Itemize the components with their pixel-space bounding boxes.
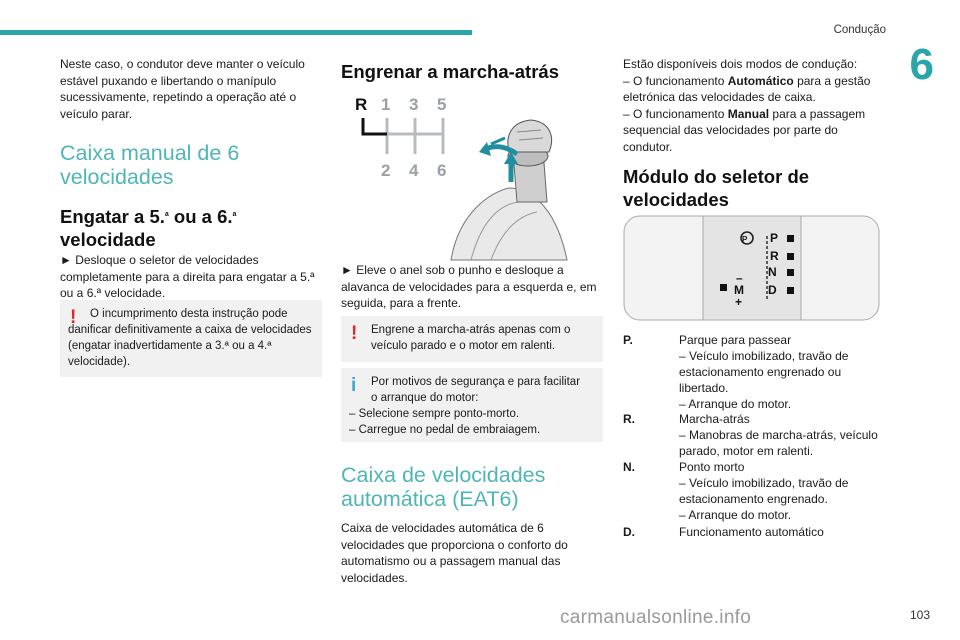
legend-line: – Veículo imobilizado, travão de estacionamento engrenado ou libertado. [679, 349, 849, 395]
text: para a gestão eletrónica das velocidades de caixa. [623, 73, 871, 104]
warning-box-2 [341, 316, 603, 362]
warning-text: O incumprimento desta instrução pode [90, 308, 288, 320]
gear-label-1: 1 [381, 95, 391, 114]
warning-icon: ! [351, 323, 358, 344]
selector-n: N [768, 265, 777, 279]
warning-icon: ! [70, 307, 77, 328]
selector-m: M [734, 283, 744, 297]
selector-plus: + [735, 295, 743, 309]
info-box [341, 368, 603, 442]
legend-key: P. [623, 333, 633, 347]
header-accent-bar [0, 30, 472, 35]
info-text: Por motivos de segurança e para facilitar [371, 376, 581, 388]
legend-value [679, 332, 889, 412]
modes-intro: Estão disponíveis dois modos de condução: [623, 57, 858, 71]
info-icon: i [351, 375, 357, 396]
column-1 [60, 56, 322, 122]
reverse-gear-illustration [341, 92, 603, 262]
step-shift-right: ► Desloque o seletor de velocidades completamente para a direita para engatar a 5.ª ou a 6.ª velocidade. [60, 253, 315, 300]
heading-part: ou a 6. [168, 206, 233, 228]
sup: a [232, 211, 237, 218]
gear-lever-drawing [451, 120, 567, 260]
sup: a [164, 211, 169, 218]
watermark: carmanualsonline.info [560, 607, 752, 628]
indicator-p [787, 235, 794, 242]
selector-p: P [770, 231, 779, 245]
chapter-number: 6 [909, 40, 934, 89]
heading-reverse-gear: Engrenar a marcha-atrás [341, 61, 559, 82]
warning-text: danificar definitivamente a caixa de velocidades (engatar inadvertidamente a 3.ª ou a 4.ª velocidade). [68, 324, 312, 368]
legend-value [679, 411, 889, 459]
legend-line: – Manobras de marcha-atrás, veículo parado, motor em ralenti. [679, 428, 878, 458]
legend-value [679, 524, 889, 540]
text: para a passagem sequencial das velocidades por parte do condutor. [623, 106, 866, 154]
legend-value [679, 459, 889, 523]
legend-key: D. [623, 525, 635, 539]
gear-label-2: 2 [381, 161, 391, 180]
text: – O funcionamento [623, 106, 728, 121]
warning-text: Engrene a marcha-atrás apenas com o [371, 324, 571, 336]
heading-engage-5-6 [60, 203, 322, 251]
warning-text: veículo parado e o motor em ralenti. [371, 340, 556, 352]
indicator-n [787, 269, 794, 276]
selector-d: D [768, 283, 777, 297]
legend-line: – Veículo imobilizado, travão de estacionamento engrenado. [679, 476, 849, 506]
step-lift-ring: ► Eleve o anel sob o punho e desloque a alavanca de velocidades para a esquerda e, em seguida, para a frente. [341, 263, 597, 310]
gear-selector-panel [623, 214, 881, 322]
info-text: o arranque do motor: [371, 392, 479, 404]
indicator-m [720, 284, 727, 291]
legend-line: Parque para passear [679, 333, 792, 347]
text: – O funcionamento [623, 73, 728, 88]
heading-selector-module: Módulo do seletor de velocidades [623, 166, 810, 210]
heading-manual-gearbox: Caixa manual de 6 velocidades [60, 141, 240, 189]
gear-label-r: R [355, 95, 368, 114]
heading-automatic-gearbox: Caixa de velocidades automática (EAT6) [341, 463, 546, 511]
indicator-r [787, 253, 794, 260]
legend-line: Marcha-atrás [679, 412, 750, 426]
legend-key: N. [623, 460, 635, 474]
gear-label-3: 3 [409, 95, 419, 114]
section-title: Condução [833, 24, 886, 36]
gear-pattern-diagram [355, 95, 446, 180]
legend-line: Funcionamento automático [679, 525, 824, 539]
selector-r: R [770, 249, 779, 263]
gear-label-6: 6 [437, 161, 447, 180]
warning-box-1 [60, 300, 322, 377]
driving-modes [623, 56, 885, 155]
page-number: 103 [909, 608, 930, 622]
legend-line: Ponto morto [679, 460, 745, 474]
automatic-description: Caixa de velocidades automática de 6 velocidades que proporciona o conforto do automatismo ou a passagem manual das velocidades. [341, 521, 568, 585]
gear-label-4: 4 [409, 161, 419, 180]
selector-minus: – [736, 271, 743, 285]
text-bold: Automático [727, 73, 794, 88]
gear-label-5: 5 [437, 95, 447, 114]
svg-text:P: P [742, 235, 748, 244]
legend-key: R. [623, 412, 635, 426]
legend-line: – Arranque do motor. [679, 508, 792, 522]
indicator-d [787, 287, 794, 294]
mode-manual [623, 106, 885, 156]
mode-automatic [623, 73, 885, 106]
heading-part: Engatar a 5. [60, 206, 165, 228]
info-text: – Carregue no pedal de embraiagem. [349, 424, 541, 436]
heading-part: velocidade [60, 229, 156, 251]
info-text: – Selecione sempre ponto-morto. [349, 408, 520, 420]
legend-line: – Arranque do motor. [679, 397, 792, 411]
text-bold: Manual [727, 106, 770, 121]
intro-paragraph: Neste caso, o condutor deve manter o veículo estável puxando e libertando o manípulo sucessivamente, repetindo a operação até o veículo parar. [60, 57, 305, 121]
